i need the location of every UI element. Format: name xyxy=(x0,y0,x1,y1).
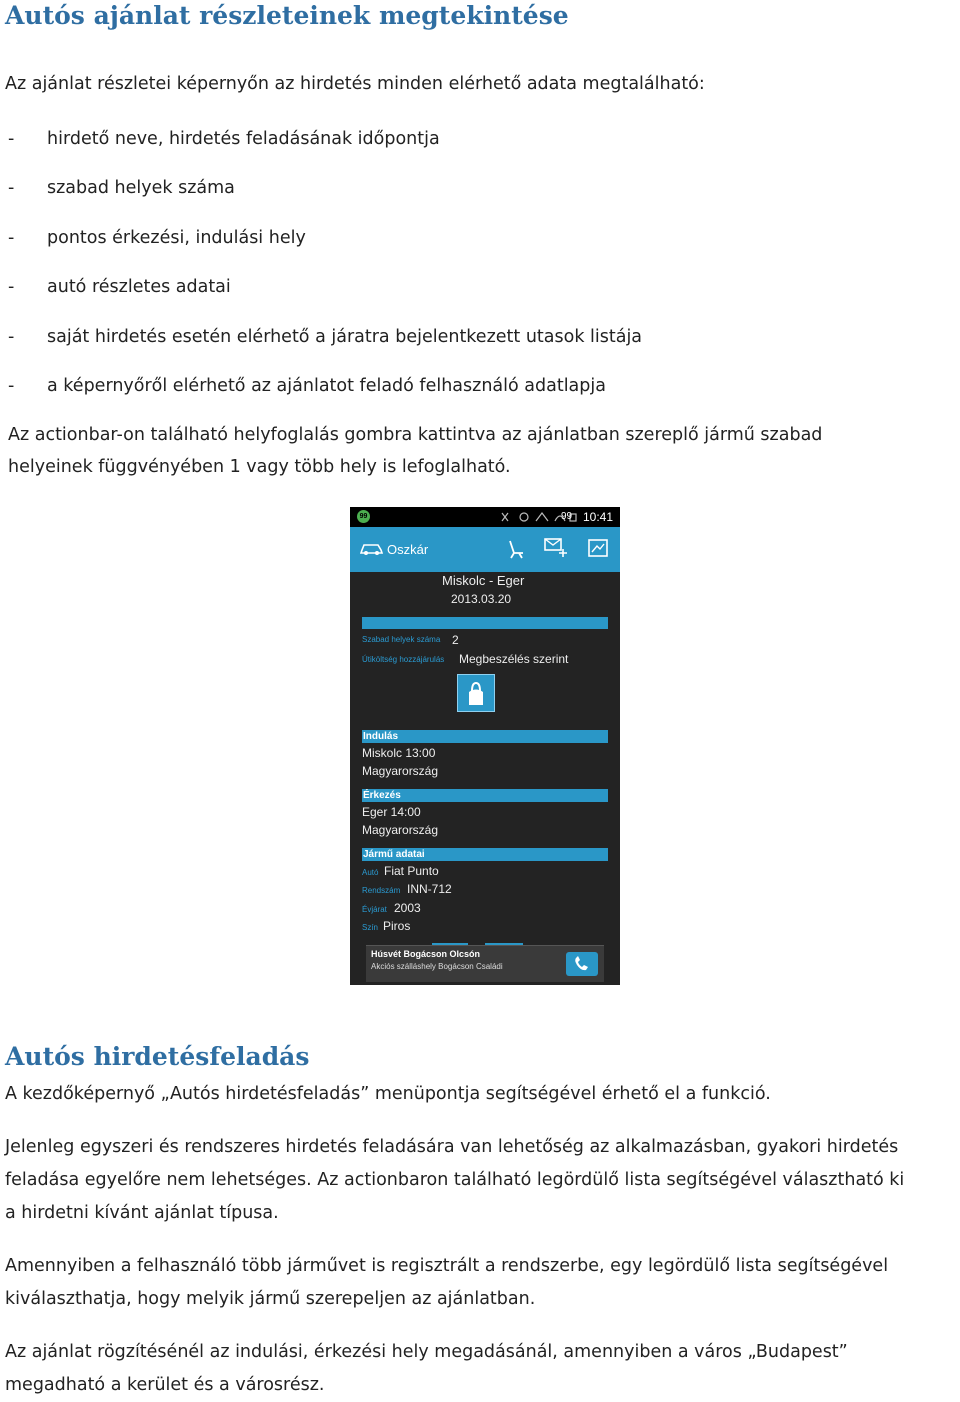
paragraph-line: kiválaszthatja, hogy melyik jármű szerepeljen az ajánlatban. xyxy=(5,1289,536,1309)
intro-paragraph: Az ajánlat részletei képernyőn az hirdetés minden elérhető adata megtalálható: xyxy=(5,74,705,94)
paragraph-line: a hirdetni kívánt ajánlat típusa. xyxy=(5,1203,279,1223)
notification-badge: 99 xyxy=(357,510,370,523)
vehicle-header: Jármű adatai xyxy=(362,848,608,861)
cost-value: Megbeszélés szerint xyxy=(459,652,569,666)
ad-banner[interactable] xyxy=(366,945,604,982)
color-value: Piros xyxy=(383,919,411,933)
status-icons xyxy=(500,511,586,523)
status-bar xyxy=(350,507,620,527)
ad-title: Húsvét Bogácson Olcsón xyxy=(371,949,481,959)
arrival-line1: Eger 14:00 xyxy=(362,805,421,819)
paragraph-line: Az actionbar-on található helyfoglalás gombra kattintva az ajánlatban szereplő jármű szabad xyxy=(8,425,823,445)
arrival-header: Érkezés xyxy=(362,789,608,802)
seat-reservation-icon[interactable] xyxy=(505,538,527,560)
app-title[interactable]: Oszkár xyxy=(387,542,429,557)
clock: 10:41 xyxy=(583,510,614,524)
ad-subtitle: Akciós szálláshely Bogácson Családi xyxy=(371,962,503,971)
trip-date: 2013.03.20 xyxy=(451,592,512,606)
paragraph-menu: A kezdőképernyő „Autós hirdetésfeladás” menüpontja segítségével érhető el a funkció. xyxy=(5,1084,771,1104)
phone-screenshot xyxy=(350,507,620,985)
year-label: Évjárat xyxy=(362,905,387,914)
seats-label: Szabad helyek száma xyxy=(362,635,441,644)
departure-line1: Miskolc 13:00 xyxy=(362,746,436,760)
list-item: - hirdető neve, hirdetés feladásának időpontja xyxy=(8,129,440,149)
paragraph-line: Amennyiben a felhasználó több járművet is regisztrált a rendszerbe, egy legördülő lista segítségével xyxy=(5,1256,889,1276)
message-add-icon[interactable] xyxy=(543,536,569,558)
car-label: Autó xyxy=(362,868,379,877)
departure-header: Indulás xyxy=(362,730,608,743)
route: Miskolc - Eger xyxy=(442,573,525,588)
paragraph-line: helyeinek függvényében 1 vagy több hely is lefoglalható. xyxy=(8,457,511,477)
seats-value: 2 xyxy=(452,633,459,647)
list-item: - a képernyőről elérhető az ajánlatot feladó felhasználó adatlapja xyxy=(8,376,606,396)
list-item: - autó részletes adatai xyxy=(8,277,231,297)
reserve-seat-button[interactable] xyxy=(457,674,495,712)
paragraph-line: feladása egyelőre nem lehetséges. Az actionbaron található legördülő lista segítségével választható ki xyxy=(5,1170,905,1190)
list-item: - szabad helyek száma xyxy=(8,178,235,198)
map-icon[interactable] xyxy=(587,537,609,559)
car-icon[interactable] xyxy=(360,541,384,555)
call-button[interactable] xyxy=(566,952,598,976)
plate-label: Rendszám xyxy=(362,886,401,895)
color-label: Szín xyxy=(362,923,379,932)
paragraph-line: Az ajánlat rögzítésénél az indulási, érkezési hely megadásánál, amennyiben a város „Budapest” xyxy=(5,1342,848,1362)
battery-level: 99 xyxy=(561,511,573,522)
departure-line2: Magyarország xyxy=(362,764,439,778)
car-value: Fiat Punto xyxy=(384,864,439,878)
paragraph-line: Jelenleg egyszeri és rendszeres hirdetés feladására van lehetőség az alkalmazásban, gyakori hirdetés xyxy=(5,1137,899,1157)
year-value: 2003 xyxy=(394,901,421,915)
divider-bar xyxy=(362,617,608,629)
paragraph-line: megadható a kerület és a városrész. xyxy=(5,1375,325,1395)
list-item: - saját hirdetés esetén elérhető a járatra bejelentkezett utasok listája xyxy=(8,327,643,347)
plate-value: INN-712 xyxy=(407,882,452,896)
phone-icon xyxy=(566,952,598,976)
action-bar xyxy=(350,527,620,572)
bag-icon xyxy=(458,675,494,711)
cost-label: Útiköltség hozzájárulás xyxy=(362,655,445,664)
list-item: - pontos érkezési, indulási hely xyxy=(8,228,306,248)
arrival-line2: Magyarország xyxy=(362,823,439,837)
section-title-create-ad: Autós hirdetésfeladás xyxy=(5,1042,310,1071)
section-title-offer-details: Autós ajánlat részleteinek megtekintése xyxy=(5,1,569,30)
